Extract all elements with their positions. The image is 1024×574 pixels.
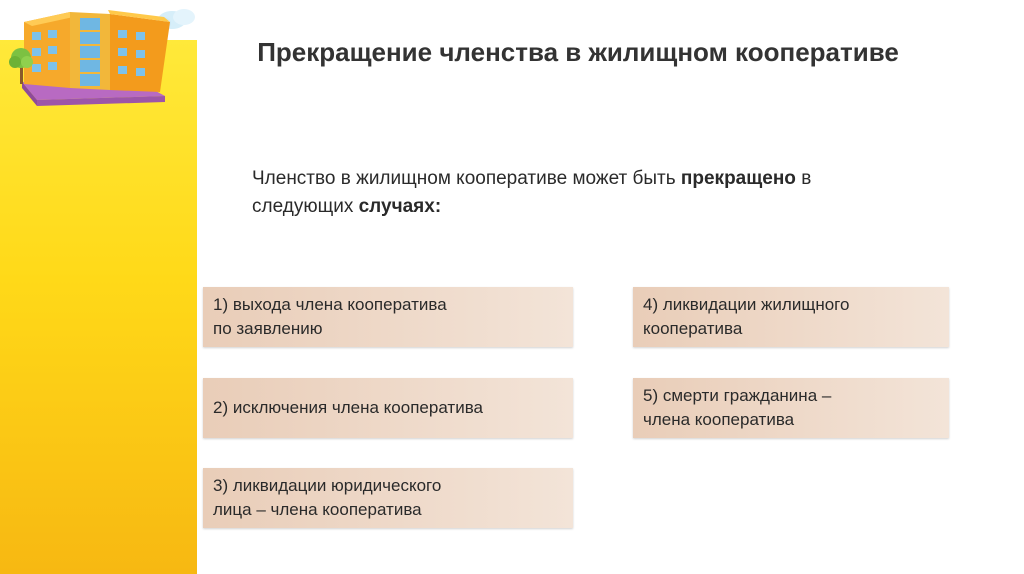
case-text-3: 3) ликвидации юридического лица – члена кооператива [213, 476, 442, 519]
slide-title: Прекращение членства в жилищном кооперативе [257, 37, 899, 67]
case-box-5 [633, 378, 949, 438]
case-text-5: 5) смерти гражданина – члена кооператива [643, 386, 832, 429]
case-box-3 [203, 468, 573, 528]
case-box-2 [203, 378, 573, 438]
side-color-band [0, 40, 197, 574]
intro-paragraph [252, 165, 892, 221]
building-icon [0, 0, 200, 120]
case-text-2: 2) исключения члена кооператива [213, 398, 483, 417]
intro-bold-2: случаях: [358, 196, 442, 217]
case-box-1 [203, 287, 573, 347]
intro-text-2: в следующих [252, 168, 812, 217]
intro-bold-1: прекращено [680, 168, 796, 189]
case-box-4 [633, 287, 949, 347]
case-text-1: 1) выхода члена кооператива по заявлению [213, 295, 447, 338]
case-text-4: 4) ликвидации жилищного кооператива [643, 295, 850, 338]
intro-text-1: Членство в жилищном кооперативе может быть [252, 168, 681, 189]
